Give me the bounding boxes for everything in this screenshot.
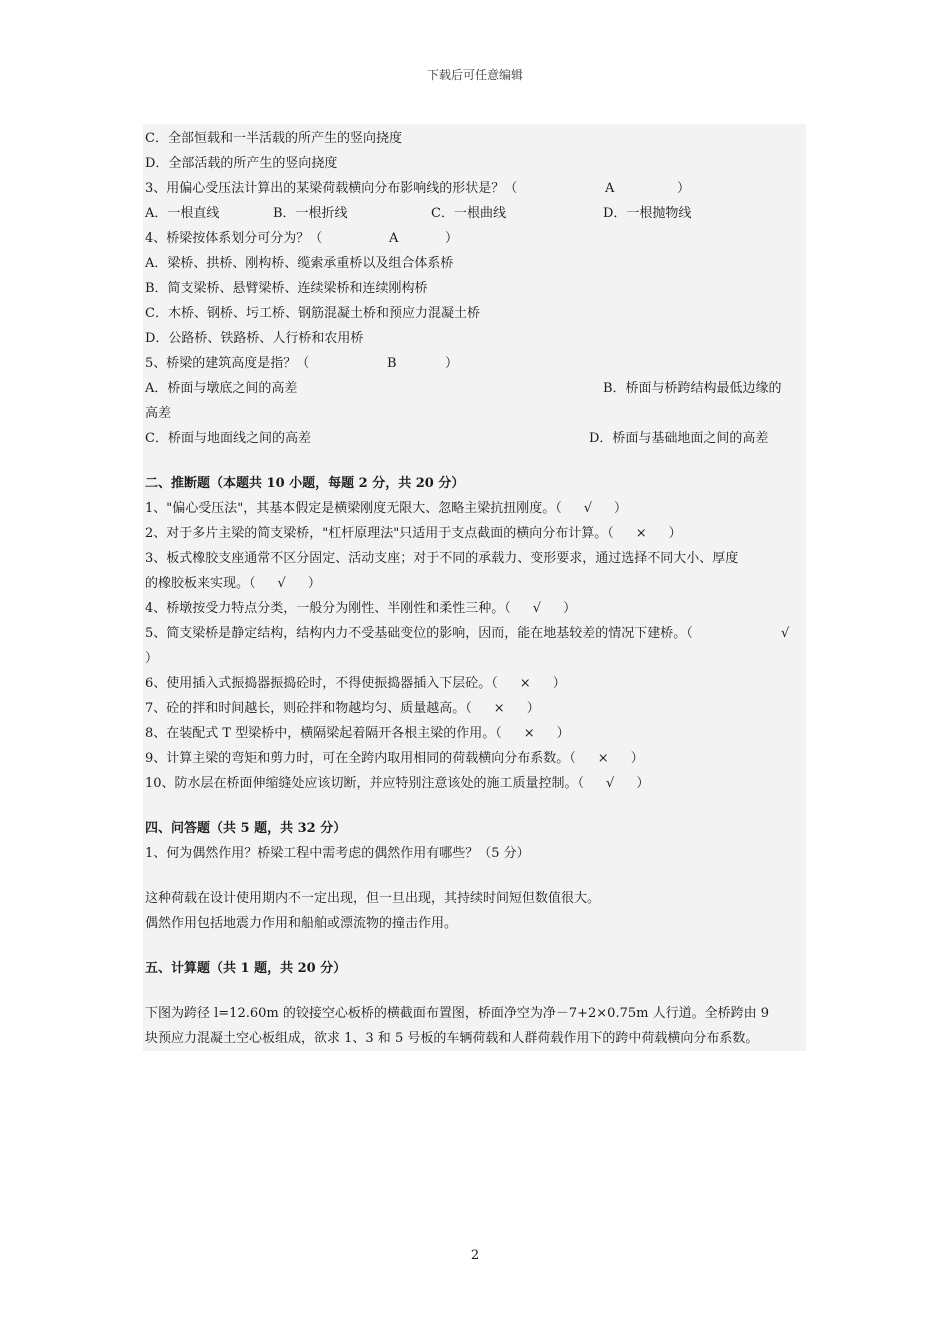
page-number: 2 <box>470 1248 480 1263</box>
judgment-item-continued: 的橡胶板来实现。（ √ ） <box>145 576 321 591</box>
answer-mark: B <box>387 356 397 371</box>
option-d: D．公路桥、铁路桥、人行桥和农用桥 <box>145 331 364 346</box>
option-c: C．一根曲线 <box>431 206 506 221</box>
option-a: A．桥面与墩底之间的高差 <box>145 381 298 396</box>
judgment-item: 2、对于多片主梁的简支梁桥，"杠杆原理法"只适用于支点截面的横向分布计算。（ × ） <box>145 526 682 541</box>
judgment-item: 4、桥墩按受力特点分类，一般分为刚性、半刚性和柔性三种。（ √ ） <box>145 601 577 616</box>
answer-text: 偶然作用包括地震力作用和船舶或漂流物的撞击作用。 <box>145 916 458 931</box>
question-stem: 4、桥梁按体系划分可分为？（ <box>145 231 323 246</box>
judgment-item: 5、简支梁桥是静定结构，结构内力不受基础变位的影响，因而，能在地基较差的情况下建桥。（ √ <box>145 621 806 646</box>
answer-mark: A <box>389 231 399 246</box>
paren-close: ） <box>445 231 459 246</box>
problem-text: 下图为跨径 l=12.60m 的铰接空心板桥的横截面布置图，桥面净空为净－7+2×0.75m 人行道。全桥跨由 9 <box>145 1006 769 1021</box>
option-line: C．全部恒载和一半活载的所产生的竖向挠度 <box>145 131 402 146</box>
answer-text: 这种荷载在设计使用期内不一定出现，但一旦出现，其持续时间短但数值很大。 <box>145 891 601 906</box>
question-3 <box>145 176 806 201</box>
answer-mark: × <box>519 676 531 691</box>
answer-mark: × <box>523 726 535 741</box>
option-b: B．一根折线 <box>273 206 348 221</box>
answer-mark: √ <box>532 601 542 616</box>
answer-mark: × <box>635 526 647 541</box>
answer-mark: × <box>493 701 505 716</box>
options-row <box>145 201 806 226</box>
answer-mark: √ <box>606 776 615 791</box>
answer-mark: √ <box>583 501 593 516</box>
question-4 <box>145 226 806 251</box>
judgment-item: 6、使用插入式振捣器振捣砼时，不得使振捣器插入下层砼。（ × ） <box>145 676 566 691</box>
document-body <box>143 124 806 1051</box>
option-b-continued: 高差 <box>145 406 172 421</box>
option-a: A．一根直线 <box>145 206 220 221</box>
option-line: D．全部活载的所产生的竖向挠度 <box>145 156 338 171</box>
section-5-title: 五、计算题（共 1 题，共 20 分） <box>145 961 347 976</box>
judgment-item: 7、砼的拌和时间越长，则砼拌和物越均匀、质量越高。（ × ） <box>145 701 540 716</box>
paren-close: ） <box>677 181 691 196</box>
options-row <box>145 426 806 451</box>
option-c: C．桥面与地面线之间的高差 <box>145 431 311 446</box>
page-header: 下载后可任意编辑 <box>426 68 523 82</box>
options-row <box>145 376 806 401</box>
judgment-item-continued: ） <box>145 651 159 666</box>
question-text: 1、何为偶然作用？桥梁工程中需考虑的偶然作用有哪些？（5 分） <box>145 846 530 861</box>
option-b: B．简支梁桥、悬臂梁桥、连续梁桥和连续刚构桥 <box>145 281 428 296</box>
section-4-title: 四、问答题（共 5 题，共 32 分） <box>145 821 347 836</box>
judgment-item: 3、板式橡胶支座通常不区分固定、活动支座；对于不同的承载力、变形要求，通过选择不同大小、厚度 <box>145 551 739 566</box>
answer-mark: √ <box>277 576 286 591</box>
question-5 <box>145 351 806 376</box>
option-c: C．木桥、钢桥、圬工桥、钢筋混凝土桥和预应力混凝土桥 <box>145 306 480 321</box>
option-d: D．一根抛物线 <box>603 206 692 221</box>
answer-mark: A <box>605 181 615 196</box>
option-b: B．桥面与桥跨结构最低边缘的 <box>603 381 782 396</box>
paren-close: ） <box>445 356 459 371</box>
judgment-item: 9、计算主梁的弯矩和剪力时，可在全跨内取用相同的荷载横向分布系数。（ × ） <box>145 751 644 766</box>
option-a: A．梁桥、拱桥、刚构桥、缆索承重桥以及组合体系桥 <box>145 256 454 271</box>
question-stem: 3、用偏心受压法计算出的某梁荷载横向分布影响线的形状是？（ <box>145 181 518 196</box>
judgment-item: 8、在装配式 T 型梁桥中，横隔梁起着隔开各根主梁的作用。（ × ） <box>145 726 570 741</box>
option-d: D．桥面与基础地面之间的高差 <box>589 431 769 446</box>
answer-mark: √ <box>781 626 790 641</box>
judgment-item: 1、"偏心受压法"，其基本假定是横梁刚度无限大、忽略主梁抗扭刚度。（ √ ） <box>145 501 628 516</box>
judgment-item: 10、防水层在桥面伸缩缝处应该切断，并应特别注意该处的施工质量控制。（ √ ） <box>145 776 650 791</box>
answer-mark: × <box>597 751 609 766</box>
question-stem: 5、桥梁的建筑高度是指？（ <box>145 356 310 371</box>
section-2-title: 二、推断题（本题共 10 小题，每题 2 分，共 20 分） <box>145 476 465 491</box>
problem-text: 块预应力混凝土空心板组成，欲求 1、3 和 5 号板的车辆荷载和人群荷载作用下的跨中荷载横向分布系数。 <box>145 1031 759 1046</box>
